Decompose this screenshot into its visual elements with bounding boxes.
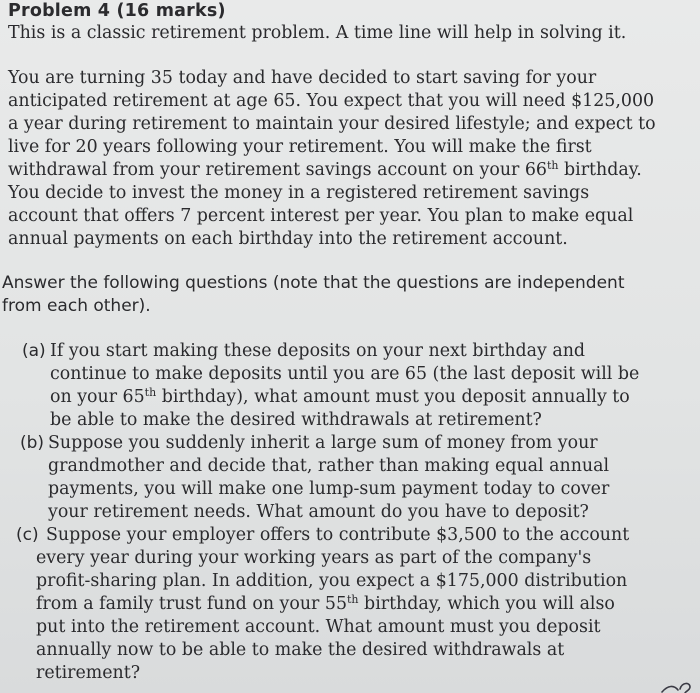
scenario-line: [8, 159, 642, 181]
question-c-label: (c): [16, 525, 39, 545]
handwritten-mark-icon: [660, 681, 694, 693]
question-text: from a family trust fund on your 55: [36, 594, 348, 614]
question-line: grandmother and decide that, rather than making equal annual: [48, 456, 610, 476]
question-a-label: (a): [22, 341, 46, 361]
scenario-text: birthday.: [558, 160, 642, 180]
question-line: annually now to be able to make the desired withdrawals at: [36, 640, 565, 660]
question-line: put into the retirement account. What amount must you deposit: [36, 617, 601, 637]
ordinal-suffix: th: [347, 593, 359, 606]
question-line: [36, 593, 615, 615]
question-line: Suppose your employer offers to contribute $3,500 to the account: [46, 525, 630, 545]
problem-intro: This is a classic retirement problem. A time line will help in solving it.: [8, 23, 627, 43]
question-line: your retirement needs. What amount do you have to deposit?: [48, 502, 589, 522]
question-text: birthday), what amount must you deposit annually to: [156, 387, 630, 407]
question-line: profit-sharing plan. In addition, you expect a $175,000 distribution: [36, 571, 628, 591]
problem-heading: Problem 4 (16 marks): [8, 1, 226, 21]
question-b-label: (b): [20, 433, 45, 453]
scenario-text: withdrawal from your retirement savings account on your 66: [8, 160, 547, 180]
instructions-line: Answer the following questions (note that the questions are independent: [2, 273, 625, 293]
question-line: If you start making these deposits on your next birthday and: [50, 341, 586, 361]
ordinal-suffix: th: [547, 159, 559, 172]
scenario-line: You are turning 35 today and have decided to start saving for your: [8, 68, 597, 88]
question-line: every year during your working years as part of the company's: [36, 548, 592, 568]
question-line: [50, 386, 630, 408]
scenario-line: annual payments on each birthday into the retirement account.: [8, 229, 568, 249]
question-line: Suppose you suddenly inherit a large sum of money from your: [48, 433, 598, 453]
question-line: be able to make the desired withdrawals at retirement?: [50, 410, 542, 430]
question-line: continue to make deposits until you are 65 (the last deposit will be: [50, 364, 640, 384]
ordinal-suffix: th: [144, 386, 157, 399]
instructions-line: from each other).: [2, 296, 151, 316]
question-line: retirement?: [36, 663, 141, 683]
scenario-line: account that offers 7 percent interest per year. You plan to make equal: [8, 206, 634, 226]
scenario-line: a year during retirement to maintain your desired lifestyle; and expect to: [8, 114, 656, 134]
question-line: payments, you will make one lump-sum payment today to cover: [48, 479, 610, 499]
scenario-line: You decide to invest the money in a registered retirement savings: [8, 183, 590, 203]
question-text: birthday, which you will also: [358, 594, 615, 614]
scenario-line: live for 20 years following your retirement. You will make the first: [8, 137, 592, 157]
scenario-line: anticipated retirement at age 65. You expect that you will need $125,000: [8, 91, 655, 111]
question-text: on your 65: [50, 387, 145, 407]
